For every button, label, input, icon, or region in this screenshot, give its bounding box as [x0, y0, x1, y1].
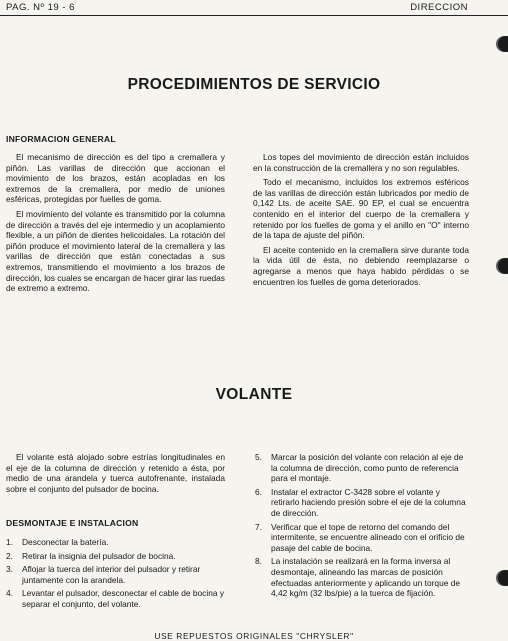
section-heading-desmontaje: DESMONTAJE E INSTALACION: [6, 518, 139, 528]
step-number: 5.: [255, 452, 262, 462]
step-text: Aflojar la tuerca del interior del pulsador y retirar juntamente con la arandela.: [22, 564, 201, 585]
list-item: [6, 537, 225, 548]
binder-hole-icon: [498, 570, 508, 586]
list-item: [255, 556, 469, 598]
step-text: Marcar la posición del volante con relación al eje de la columna de dirección, como punto de referencia para el montaje.: [271, 452, 464, 484]
header-rule: [0, 15, 508, 16]
steps-left-column: [6, 537, 225, 613]
step-text: Instalar el extractor C-3428 sobre el volante y retirarlo haciendo presión sobre el eje de la columna de dirección.: [271, 486, 466, 518]
step-number: 3.: [6, 564, 13, 575]
list-item: [6, 551, 225, 562]
paragraph: Los topes del movimiento de dirección están incluidos en la construcción de la cremallera y no son regulables.: [253, 152, 469, 173]
step-text: La instalación se realizará en la forma inversa al desmontaje, alineando las marcas de posición efectuadas anteriormente y aplicando un torque de 4,42 kg/m (32 lbs/pie) a la tuerca de fijación.: [271, 556, 461, 599]
list-item: [255, 487, 469, 519]
paragraph: El mecanismo de dirección es del tipo a cremallera y piñón. Las varillas de dirección que accionan el movimiento de los brazos, están acopladas en los extremos de la cremallera, por medio de uniones esféricas, protegidas por fuelles de goma.: [6, 152, 225, 205]
volante-title: VOLANTE: [215, 386, 293, 403]
general-right-column: [253, 152, 469, 291]
section-heading-general: INFORMACION GENERAL: [6, 134, 116, 144]
step-text: Levantar el pulsador, desconectar el cable de bocina y separar el conjunto, del volante.: [22, 588, 225, 609]
step-number: 4.: [6, 588, 13, 599]
steps-right-column: [255, 452, 469, 602]
paragraph: Todo el mecanismo, incluidos los extremos esféricos de las varillas de dirección están lubricados por medio de 0,142 Lts. de aceite SAE. 90 EP, el cual se encuentra contenido en el interior del cuerpo de la cremallera y retenido por los fuelles de goma y el anillo en "O" interno de la tapa de ajuste del piñón.: [253, 177, 469, 241]
page-title: PROCEDIMIENTOS DE SERVICIO: [127, 76, 381, 93]
list-item: [6, 564, 225, 585]
list-item: [255, 522, 469, 554]
step-number: 8.: [255, 556, 262, 567]
step-text: Verificar que el tope de retorno del comando del intermitente, se encuentre alineado con el orificio de pasaje del cable de bocina.: [271, 521, 465, 553]
list-item: [6, 588, 225, 609]
step-number: 6.: [255, 486, 262, 497]
paragraph: El volante está alojado sobre estrías longitudinales en el eje de la columna de dirección y retenido a ésta, por medio de una arandela y tuerca autofrenante, instalada sobre el conjunto del pulsador de bocina.: [6, 452, 225, 494]
step-text: Retirar la insignia del pulsador de bocina.: [22, 550, 176, 561]
footer-note: USE REPUESTOS ORIGINALES "CHRYSLER": [154, 631, 354, 641]
paragraph: El movimiento del volante es transmitido por la columna de dirección a través del eje intermedio y un acoplamiento flexible, a un piñón de dientes helicoidales. La rotación del piñón produce el movimiento lateral de la cremallera y las varillas de dirección que están conectadas a sus extremos, transmitiendo el movimiento a los brazos de dirección, los cuales se encargan de hacer girar las ruedas de extremo a extremo.: [6, 208, 225, 294]
paragraph: El aceite contenido en la cremallera sirve durante toda la vida útil de ésta, no debiendo reemplazarse o agregarse a menos que haya habido pérdidas o se encuentren los fuelles de goma deteriorados.: [253, 244, 469, 287]
general-left-column: [6, 152, 225, 298]
step-number: 7.: [255, 521, 262, 532]
step-number: 1.: [6, 537, 13, 547]
page-number: PAG. Nº 19 - 6: [6, 2, 75, 13]
binder-hole-icon: [498, 258, 508, 274]
list-item: [255, 452, 469, 484]
volante-intro: [6, 452, 225, 498]
step-number: 2.: [6, 550, 13, 561]
binder-hole-icon: [498, 36, 508, 52]
section-name: DIRECCION: [410, 2, 468, 13]
step-text: Desconectar la batería.: [22, 537, 109, 547]
